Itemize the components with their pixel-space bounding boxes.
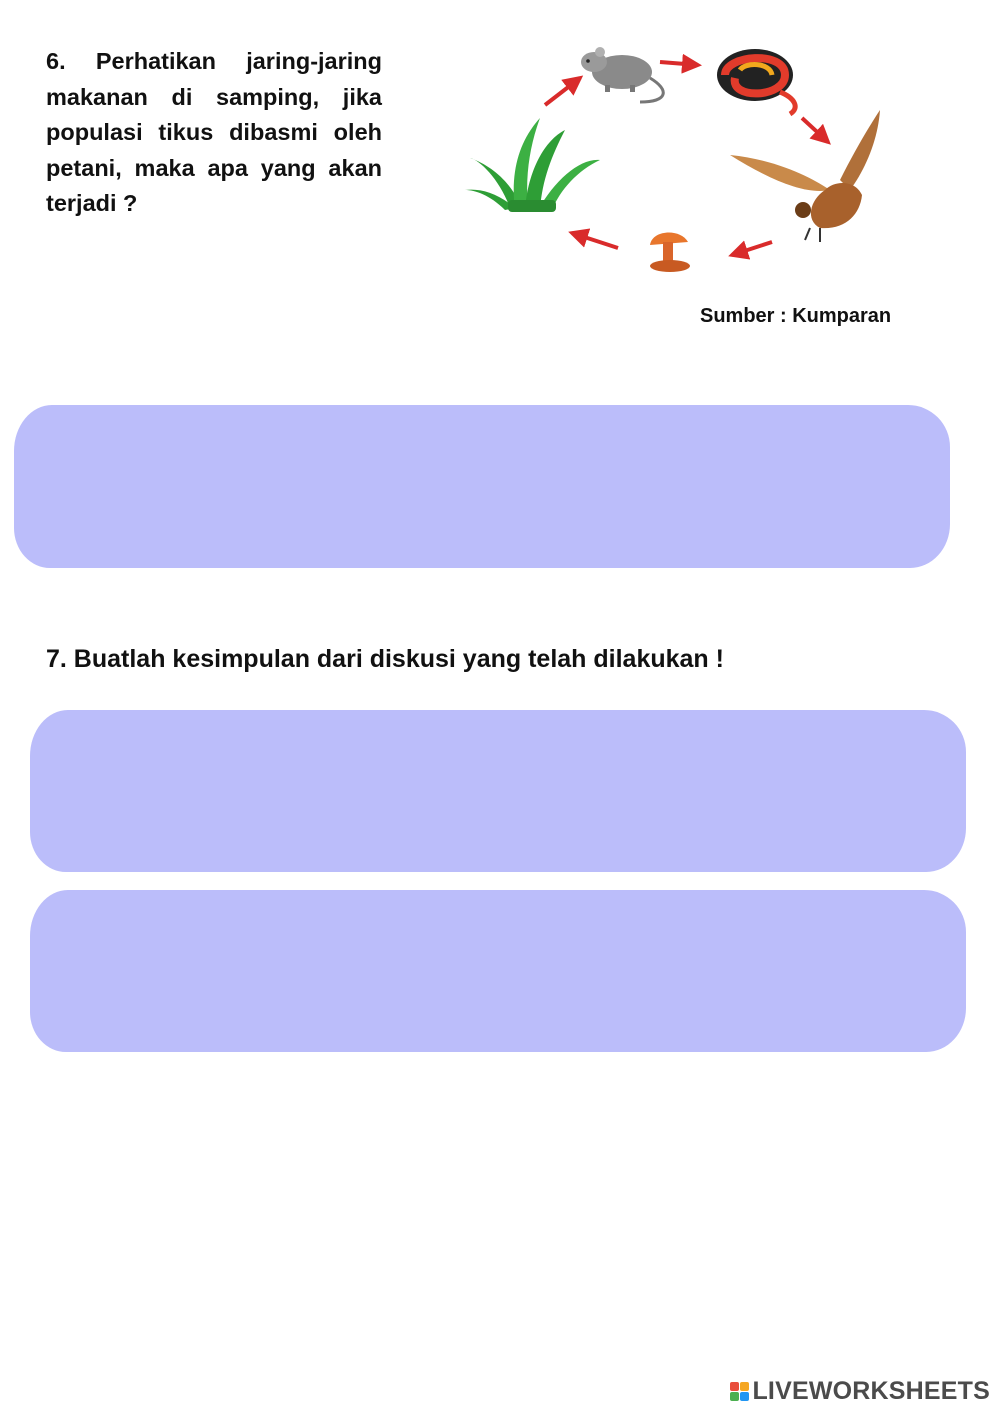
food-web-diagram [460, 30, 900, 290]
question-7-text: 7. Buatlah kesimpulan dari diskusi yang telah dilakukan ! [46, 645, 724, 673]
answer-box-question-7-b[interactable] [30, 890, 966, 1052]
arrow-eagle-to-mushroom [732, 242, 772, 255]
arrow-snake-to-eagle [802, 118, 828, 142]
answer-box-question-6[interactable] [14, 405, 950, 568]
arrow-grass-to-rat [545, 78, 580, 105]
liveworksheets-grid-icon [730, 1382, 749, 1401]
arrow-mushroom-to-grass [572, 233, 618, 248]
rat-icon [581, 47, 663, 102]
brand-name: LIVEWORKSHEETS [752, 1376, 990, 1405]
image-source-caption: Sumber : Kumparan [700, 305, 892, 327]
snake-icon [717, 49, 795, 114]
liveworksheets-logo [730, 1376, 990, 1406]
arrow-rat-to-snake [660, 62, 698, 65]
mushroom-icon [650, 233, 690, 272]
grass-icon [465, 118, 600, 212]
eagle-icon [730, 110, 880, 242]
question-6-text: 6. Perhatikan jaring-jaring makanan di samping, jika populasi tikus dibasmi oleh petani, maka apa yang akan terjadi ? [46, 48, 382, 216]
answer-box-question-7-a[interactable] [30, 710, 966, 872]
